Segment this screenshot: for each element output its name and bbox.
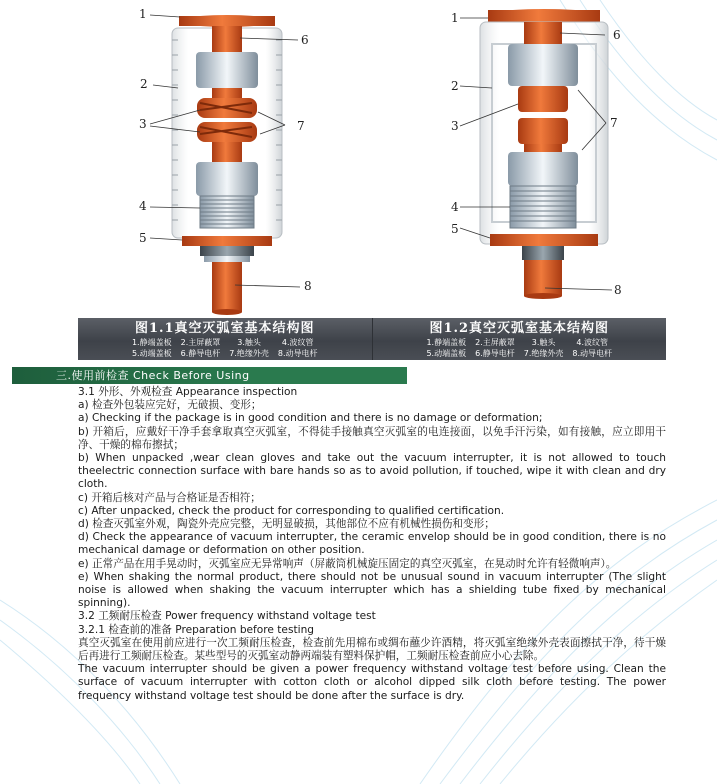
right-callout-7: 7 — [610, 116, 618, 130]
paragraph: b) 开箱后，应戴好干净手套拿取真空灭弧室，不得徒手接触真空灭弧室的电连接面，以免手汗污染，如有接触，应立即用干净、干燥的棉布擦拭； — [78, 425, 666, 451]
caption-left-legend — [78, 337, 372, 359]
legend-item: 7.绝缘外壳 — [229, 349, 269, 358]
paragraph: The vacuum interrupter should be given a power frequency withstand voltage test before using. Clean the surface of vacuum interrupter with cotton cloth or alcohol dipped silk cloth before testing. The power frequency withstand voltage test should be done after the surface is dry. — [78, 663, 666, 702]
legend-item: 2.主屏蔽罩 — [180, 338, 221, 347]
paragraph: e) When shaking the normal product, there should not be unusual sound in vacuum interrupter (The slight noise is allowed when shaking the vacuum interrupter which has a shielding tube fixed by mechanical spinning). — [78, 570, 666, 610]
legend-item: 8.动导电杆 — [277, 349, 318, 358]
caption-right — [372, 318, 667, 360]
left-callout-4: 4 — [139, 199, 147, 213]
caption-left — [78, 318, 372, 360]
legend-item: 7.绝缘外壳 — [523, 349, 564, 358]
legend-item: 8.动导电杆 — [572, 349, 613, 358]
legend-item: 4.波纹管 — [576, 338, 609, 347]
right-callout-5: 5 — [451, 222, 459, 236]
paragraph: c) 开箱后核对产品与合格证是否相符； — [78, 491, 261, 504]
paragraph: a) Checking if the package is in good condition and there is no damage or deformation; — [78, 412, 543, 425]
paragraph: d) Check the appearance of vacuum interrupter, the ceramic envelop should be in good condition, there is no mechanical damage or deformation on other position. — [78, 531, 666, 557]
left-callout-2: 2 — [140, 77, 148, 91]
structure-figures — [0, 0, 717, 318]
vacuum-interrupter-illustrations — [0, 0, 717, 318]
left-interrupter-drawing — [150, 15, 300, 315]
legend-item: 5.动端盖板 — [131, 349, 172, 358]
right-interrupter-drawing — [460, 9, 612, 299]
paragraph: 真空灭弧室在使用前应进行一次工频耐压检查，检查前先用棉布或绸布蘸少许酒精，将灭弧室绝缘外壳表面擦拭干净，待干燥后再进行工频耐压检查。某些型号的灭弧室动静两端装有塑料保护帽，工频耐压检查前应小心去除。 — [78, 636, 666, 663]
right-callout-4: 4 — [451, 200, 459, 214]
legend-item: 1.静端盖板 — [131, 338, 172, 347]
caption-right-title: 图1.2真空灭弧室基本结构图 — [429, 321, 610, 336]
left-callout-8: 8 — [304, 279, 312, 293]
paragraph: e) 正常产品在用手晃动时，灭弧室应无异常响声（屏蔽筒机械旋压固定的真空灭弧室，在晃动时允许有轻微响声）。 — [78, 557, 617, 570]
subheading: 3.2.1 检查前的准备 Preparation before testing — [78, 623, 315, 636]
left-callout-5: 5 — [139, 231, 147, 245]
left-callout-6: 6 — [301, 33, 309, 47]
caption-right-legend — [373, 337, 667, 359]
caption-left-title: 图1.1真空灭弧室基本结构图 — [134, 321, 315, 336]
subheading: 3.1 外形、外观检查 Appearance inspection — [78, 386, 298, 398]
paragraph: a) 检查外包装应完好，无破损、变形； — [78, 399, 262, 412]
figure-caption-band — [78, 318, 666, 360]
legend-item: 1.静端盖板 — [426, 338, 467, 347]
body-text — [78, 386, 666, 703]
subheading: 3.2 工频耐压检查 Power frequency withstand voltage test — [78, 610, 376, 623]
right-callout-8: 8 — [614, 283, 622, 297]
left-callout-3: 3 — [139, 117, 147, 131]
left-callout-7: 7 — [297, 119, 305, 133]
paragraph: b) When unpacked ,wear clean gloves and take out the vacuum interrupter, it is not allowed to touch theelectric connection surface with bare hands so as to avoid pollution, if touched, wipe it with clean and dry cloth. — [78, 452, 666, 491]
legend-item: 5.动端盖板 — [426, 349, 467, 358]
legend-item: 6.静导电杆 — [180, 349, 221, 358]
legend-item: 4.波纹管 — [281, 338, 314, 347]
legend-item: 3.触头 — [237, 338, 261, 347]
legend-item: 2.主屏蔽罩 — [475, 338, 515, 347]
right-callout-2: 2 — [451, 79, 459, 93]
paragraph: d) 检查灭弧室外观，陶瓷外壳应完整，无明显破损，其他部位不应有机械性损伤和变形； — [78, 518, 495, 531]
right-callout-1: 1 — [451, 11, 459, 25]
left-callout-1: 1 — [139, 7, 147, 21]
legend-item: 3.触头 — [531, 338, 556, 347]
right-callout-6: 6 — [613, 28, 621, 42]
paragraph: c) After unpacked, check the product for corresponding to qualified certification. — [78, 504, 505, 517]
section-heading: 三.使用前检查 Check Before Using — [12, 367, 407, 384]
legend-item: 6.静导电杆 — [475, 349, 515, 358]
right-callout-3: 3 — [451, 119, 459, 133]
